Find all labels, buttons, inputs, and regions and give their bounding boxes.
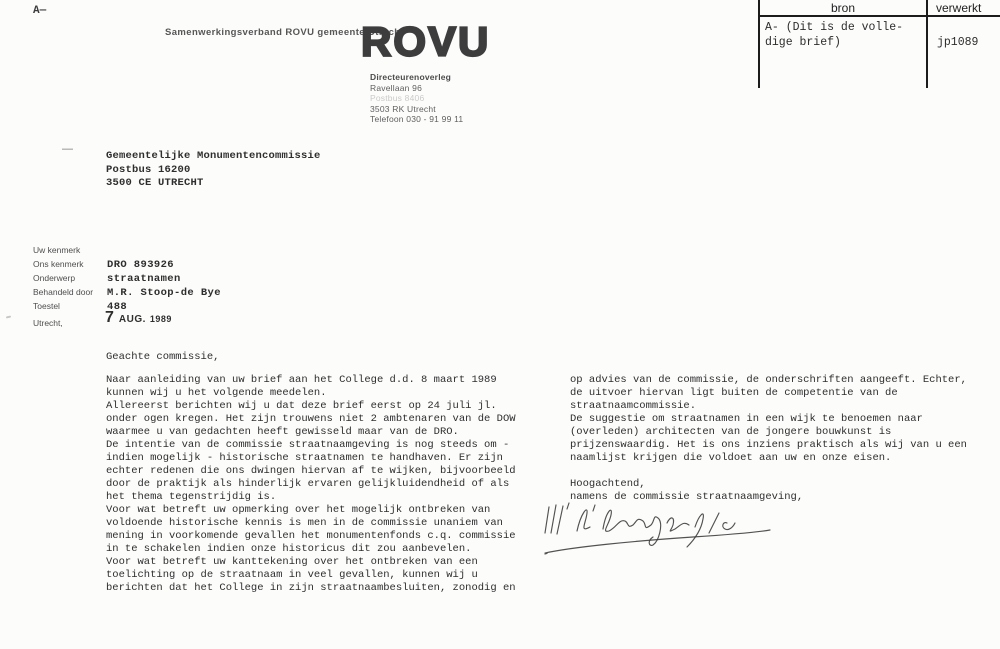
routing-table <box>758 0 1000 88</box>
routing-header-bron: bron <box>830 1 856 15</box>
ref-row-onderwerp <box>33 273 220 287</box>
recipient-address: Gemeentelijke Monumentencommissie Postbus 16200 3500 CE UTRECHT <box>106 150 321 189</box>
reference-block <box>33 245 220 315</box>
ref-label: Behandeld door <box>33 287 94 297</box>
date-month: AUG. <box>118 314 146 325</box>
ref-label: Toestel <box>33 301 60 311</box>
ref-row-uw-kenmerk <box>33 245 220 259</box>
letterhead-street: Ravellaan 96 <box>370 82 423 93</box>
routing-verwerkt-value: jp1089 <box>937 36 979 49</box>
letterhead-phone: Telefoon 030 - 91 99 11 <box>370 114 464 124</box>
routing-table-divider <box>926 0 928 88</box>
scan-speck <box>6 316 11 319</box>
letterhead-city: 3503 RK Utrecht <box>370 103 436 114</box>
signature-scrawl <box>543 497 773 559</box>
date-year: 1989 <box>149 314 172 324</box>
ref-value: 488 <box>107 301 128 313</box>
routing-bron-value: A- (Dit is de volle- dige brief) <box>765 21 904 49</box>
ref-row-ons-kenmerk <box>33 259 220 273</box>
recipient-dash: — <box>62 143 73 155</box>
ref-value: straatnamen <box>107 273 181 285</box>
ref-value: DRO 893926 <box>107 259 175 271</box>
place-label: Utrecht, <box>33 318 63 328</box>
ref-label: Uw kenmerk <box>33 245 81 255</box>
letterhead-address <box>370 72 463 125</box>
ref-label: Ons kenmerk <box>33 259 84 269</box>
letterhead-org-line: Samenwerkingsverband ROVU gemeente Utrecht <box>165 27 405 38</box>
salutation: Geachte commissie, <box>106 351 220 363</box>
routing-table-header-rule <box>760 15 1000 17</box>
routing-header-verwerkt: verwerkt <box>936 1 982 15</box>
letterhead-postbus: Postbus 8406 <box>370 93 425 103</box>
ref-value: M.R. Stoop-de Bye <box>107 287 221 299</box>
date-day: 7 <box>105 309 115 326</box>
ref-label: Onderwerp <box>33 273 76 283</box>
letterhead-dept: Directeurenoverleg <box>370 72 452 82</box>
ref-row-behandeld-door <box>33 287 220 301</box>
date-stamp <box>105 309 172 327</box>
rovu-logo: ROVU <box>361 18 491 65</box>
body-left-column: Naar aanleiding van uw brief aan het College d.d. 8 maart 1989 kunnen wij u het volgende meedelen. Allereerst berichten wij u dat deze brief eerst op 24 juli jl. onder ogen kregen. Het zijn trouwens niet 2 ambtenaren van de DOW waarmee u van gedachten heeft gewisseld maar van de DRO. De intentie van de commissie straatnaamgeving is nog steeds om - indien mogelijk - historische straatnamen te handhaven. Er zijn echter redenen die ons dwingen hiervan af te wijken, bijvoorbeeld door de praktijk als hinderlijk ervaren gelijkluidendheid of als het thema tegenstrijdig is. Voor wat betreft uw opmerking over het mogelijk ontbreken van voldoende historische kennis is men in de commissie unaniem van mening in voorkomende gevallen het monumentenfonds c.q. commissie in te schakelen indien onze historicus dit zou aanbevelen. Voor wat betreft uw kanttekening over het ontbreken van een toelichting op de straatnaam in veel gevallen, kunnen wij u berichten dat het College in zijn straatnaambesluiten, zonodig en <box>106 374 516 594</box>
filing-mark: A— <box>33 5 47 17</box>
body-right-column: op advies van de commissie, de onderschriften aangeeft. Echter, de uitvoer hiervan ligt buiten de competentie van de straatnaamcommissie. De suggestie om straatnamen in een wijk te benoemen naar (overleden) architecten van de jongere bouwkunst is prijzenswaardig. Het is ons inziens praktisch als wij van u een naamlijst krijgen die voldoet aan uw en onze eisen. Hoogachtend, namens de commissie straatnaamgeving, <box>570 374 967 503</box>
